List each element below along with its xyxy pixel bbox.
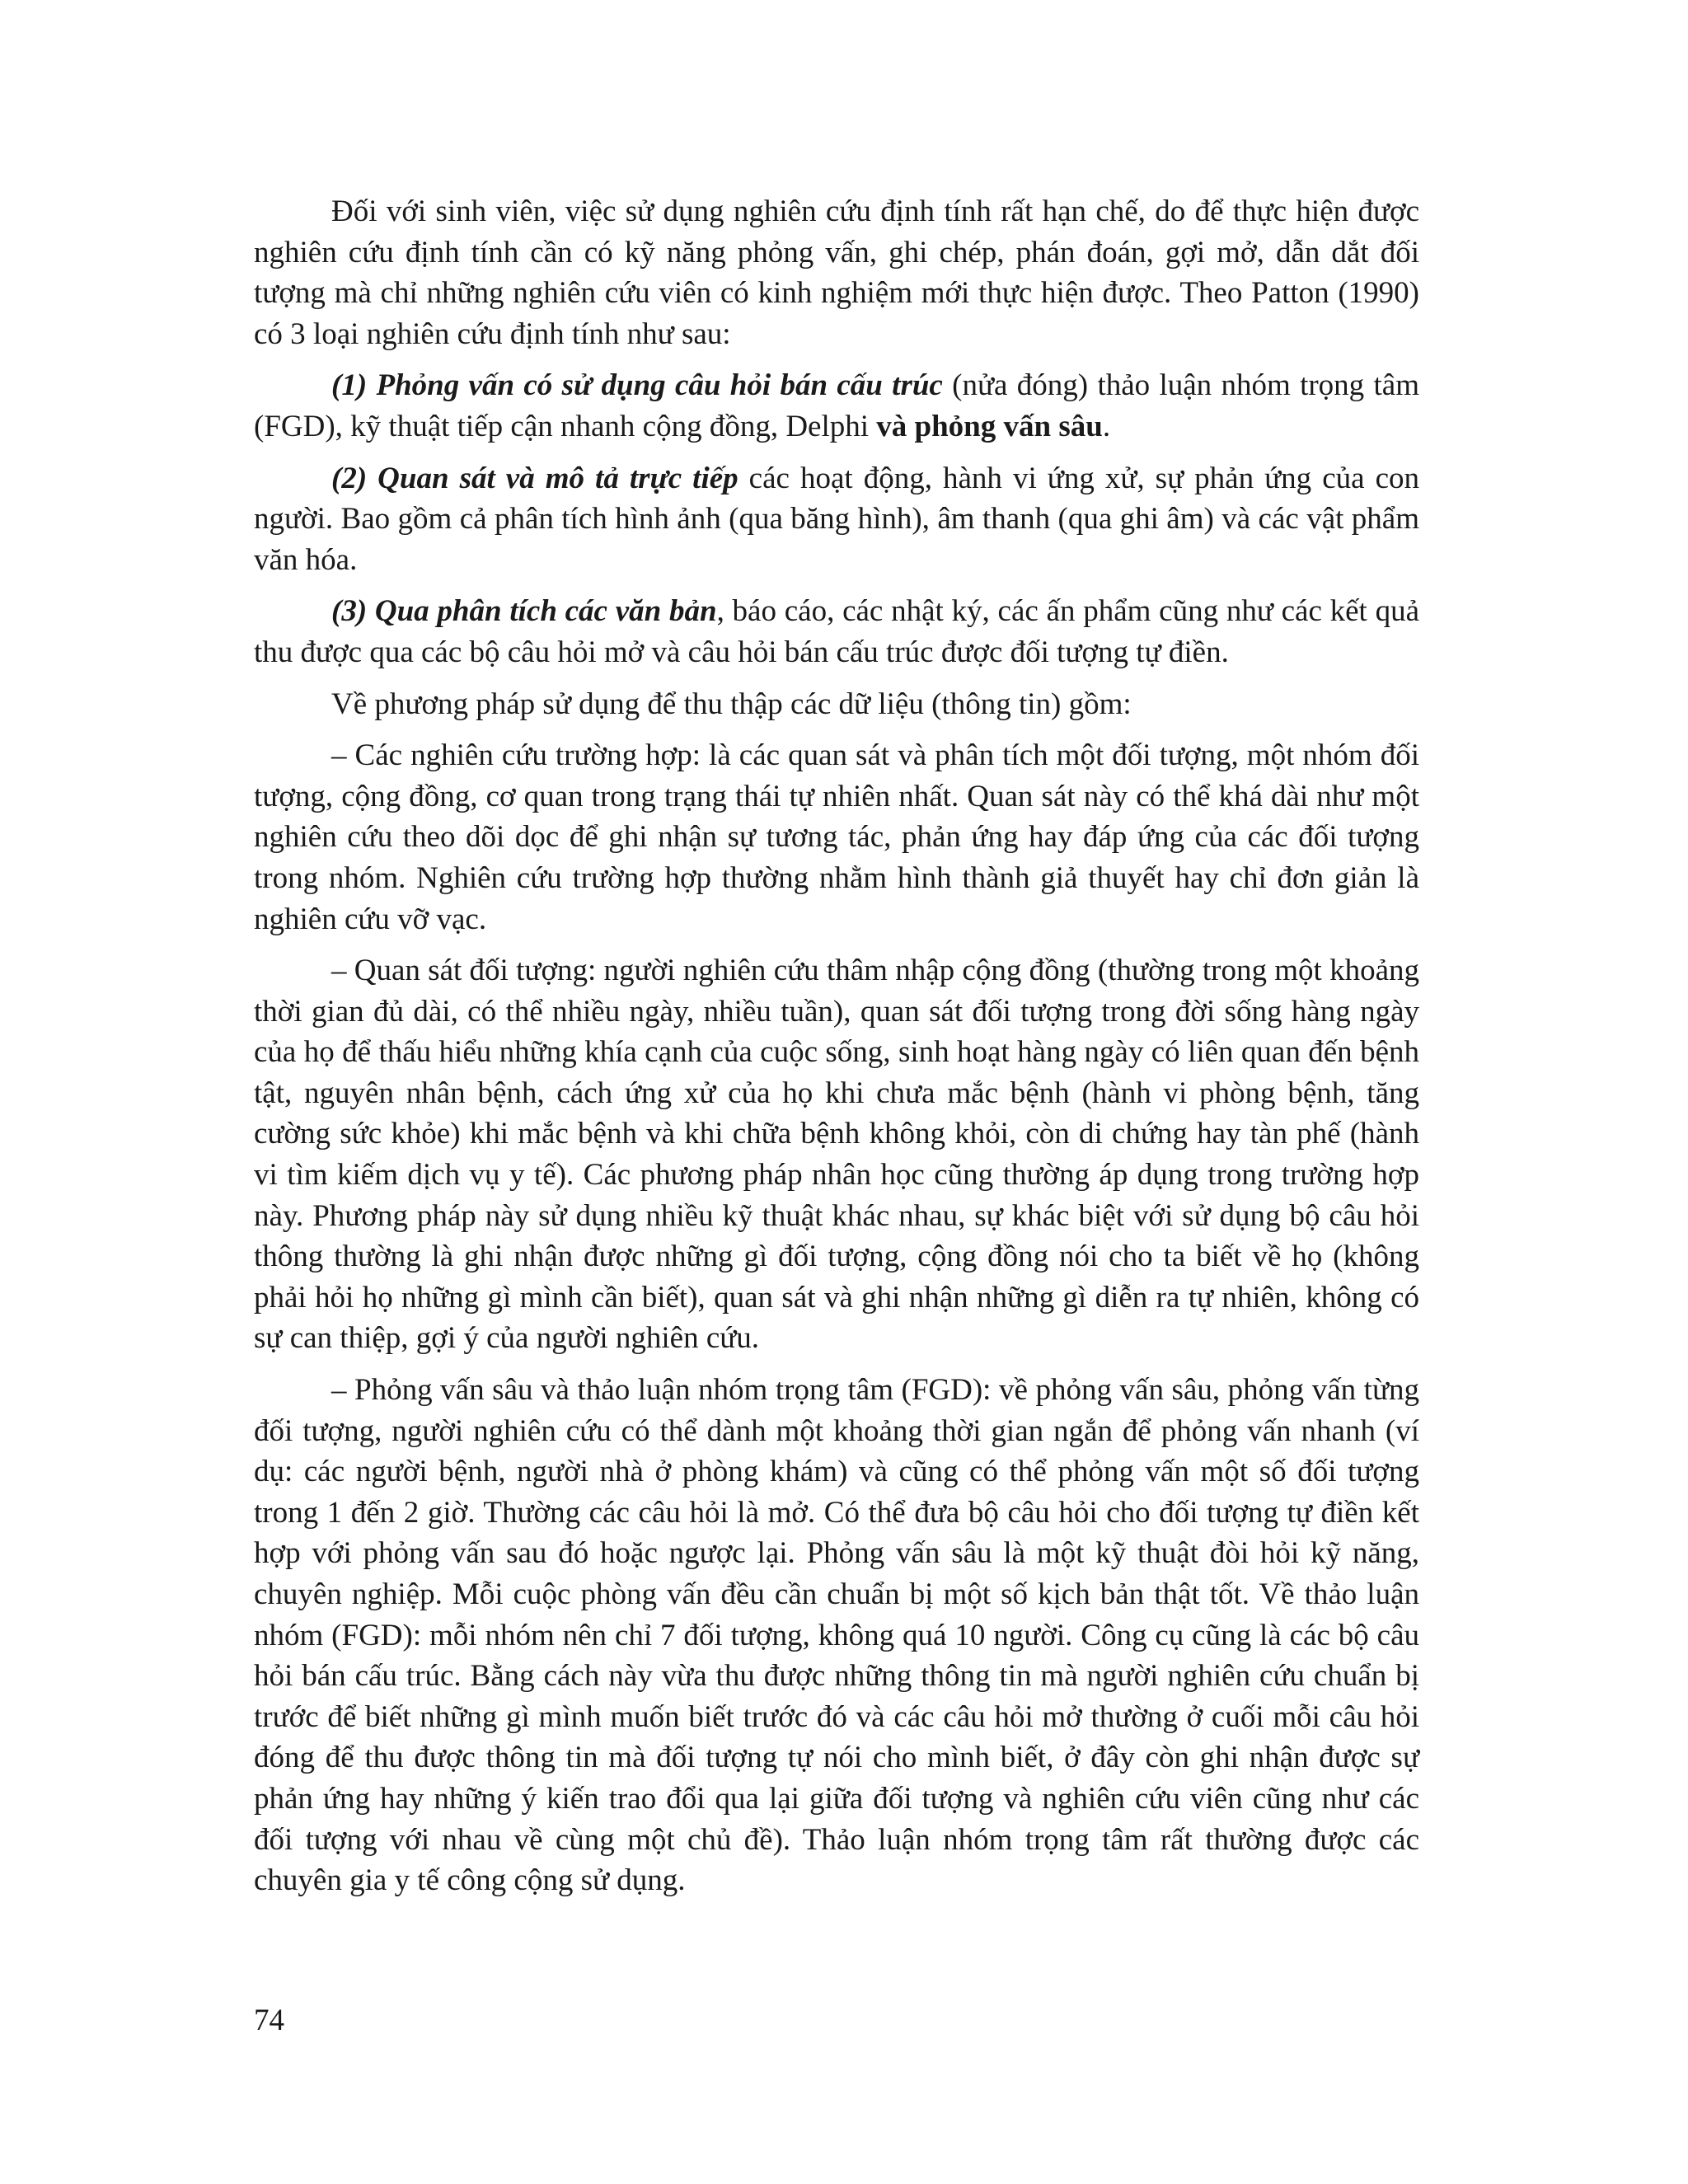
paragraph-text: – Quan sát đối tượng: người nghiên cứu thâm nhập cộng đồng (thường trong một khoảng thời gian đủ dài, có thể nhiều ngày, nhiều tuần), quan sát đối tượng trong đời sống hàng ngày của họ để thấu hiểu những khía cạnh của cuộc sống, sinh hoạt hàng ngày có liên quan đến bệnh tật, nguyên nhân bệnh, cách ứng xử của họ khi chưa mắc bệnh (hành vi phòng bệnh, tăng cường sức khỏe) khi mắc bệnh và khi chữa bệnh không khỏi, còn di chứng hay tàn phế (hành vi tìm kiếm dịch vụ y tế). Các phương pháp nhân học cũng thường áp dụng trong trường hợp này. Phương pháp này sử dụng nhiều kỹ thuật khác nhau, sự khác biệt với sử dụng bộ câu hỏi thông thường là ghi nhận được những gì đối tượng, cộng đồng nói cho ta biết về họ (không phải hỏi họ những gì mình cần biết), quan sát và ghi nhận những gì diễn ra tự nhiên, không có sự can thiệp, gợi ý của người nghiên cứu.: [254, 954, 1419, 1356]
paragraph-text: Đối với sinh viên, việc sử dụng nghiên cứu định tính rất hạn chế, do để thực hiện được nghiên cứu định tính cần có kỹ năng phỏng vấn, ghi chép, phán đoán, gợi mở, dẫn dắt đối tượng mà chỉ những nghiên cứu viên có kinh nghiệm mới thực hiện được. Theo Patton (1990) có 3 loại nghiên cứu định tính như sau:: [254, 194, 1419, 351]
paragraph-type-3: [254, 591, 1419, 673]
paragraph-observation: [254, 950, 1419, 1359]
paragraph-text: – Phỏng vấn sâu và thảo luận nhóm trọng tâm (FGD): về phỏng vấn sâu, phỏng vấn từng đối tượng, người nghiên cứu có thể dành một khoảng thời gian ngắn để phỏng vấn nhanh (ví dụ: các người bệnh, người nhà ở phòng khám) và cũng có thể phỏng vấn một số đối tượng trong 1 đến 2 giờ. Thường các câu hỏi là mở. Có thể đưa bộ câu hỏi cho đối tượng tự điền kết hợp với phỏng vấn sau đó hoặc ngược lại. Phỏng vấn sâu là một kỹ thuật đòi hỏi kỹ năng, chuyên nghiệp. Mỗi cuộc phòng vấn đều cần chuẩn bị một số kịch bản thật tốt. Về thảo luận nhóm (FGD): mỗi nhóm nên chỉ 7 đối tượng, không quá 10 người. Công cụ cũng là các bộ câu hỏi bán cấu trúc. Bằng cách này vừa thu được những thông tin mà người nghiên cứu chuẩn bị trước để biết những gì mình muốn biết trước đó và các câu hỏi mở thường ở cuối mỗi câu hỏi đóng để thu được thông tin mà đối tượng tự nói cho mình biết, ở đây còn ghi nhận được sự phản ứng hay những ý kiến trao đổi qua lại giữa đối tượng và nghiên cứu viên cũng như các đối tượng với nhau về cùng một chủ đề). Thảo luận nhóm trọng tâm rất thường được các chuyên gia y tế công cộng sử dụng.: [254, 1373, 1419, 1898]
paragraph-text: Về phương pháp sử dụng để thu thập các dữ liệu (thông tin) gồm:: [331, 687, 1132, 721]
paragraph-lead: (1) Phỏng vấn có sử dụng câu hỏi bán cấu trúc: [331, 368, 943, 403]
paragraph-lead: (3) Qua phân tích các văn bản: [331, 594, 717, 629]
paragraph-text: (nửa đóng) thảo luận nhóm trọng tâm (FGD), kỹ thuật tiếp cận nhanh cộng đồng, Delphi: [254, 368, 1419, 443]
paragraph-type-2: [254, 458, 1419, 581]
paragraph-methods-intro: [254, 684, 1419, 725]
document-body: [254, 191, 1419, 1912]
paragraph-end: .: [1102, 409, 1111, 443]
paragraph-type-1: [254, 365, 1419, 447]
paragraph-intro: [254, 191, 1419, 354]
page-number: 74: [254, 2004, 284, 2037]
paragraph-interviews-fgd: [254, 1370, 1419, 1901]
paragraph-case-studies: [254, 735, 1419, 940]
paragraph-text: các hoạt động, hành vi ứng xử, sự phản ứng của con người. Bao gồm cả phân tích hình ảnh (qua băng hình), âm thanh (qua ghi âm) và các vật phẩm văn hóa.: [254, 461, 1419, 577]
paragraph-lead: (2) Quan sát và mô tả trực tiếp: [331, 461, 738, 495]
paragraph-text: , báo cáo, các nhật ký, các ấn phẩm cũng như các kết quả thu được qua các bộ câu hỏi mở và câu hỏi bán cấu trúc được đối tượng tự điền.: [254, 594, 1420, 669]
paragraph-bold-tail: và phỏng vấn sâu: [876, 409, 1103, 443]
paragraph-text: – Các nghiên cứu trường hợp: là các quan sát và phân tích một đối tượng, một nhóm đối tượng, cộng đồng, cơ quan trong trạng thái tự nhiên nhất. Quan sát này có thể khá dài như một nghiên cứu theo dõi dọc để ghi nhận sự tương tác, phản ứng hay đáp ứng của các đối tượng trong nhóm. Nghiên cứu trường hợp thường nhằm hình thành giả thuyết hay chỉ đơn giản là nghiên cứu vỡ vạc.: [254, 738, 1419, 936]
